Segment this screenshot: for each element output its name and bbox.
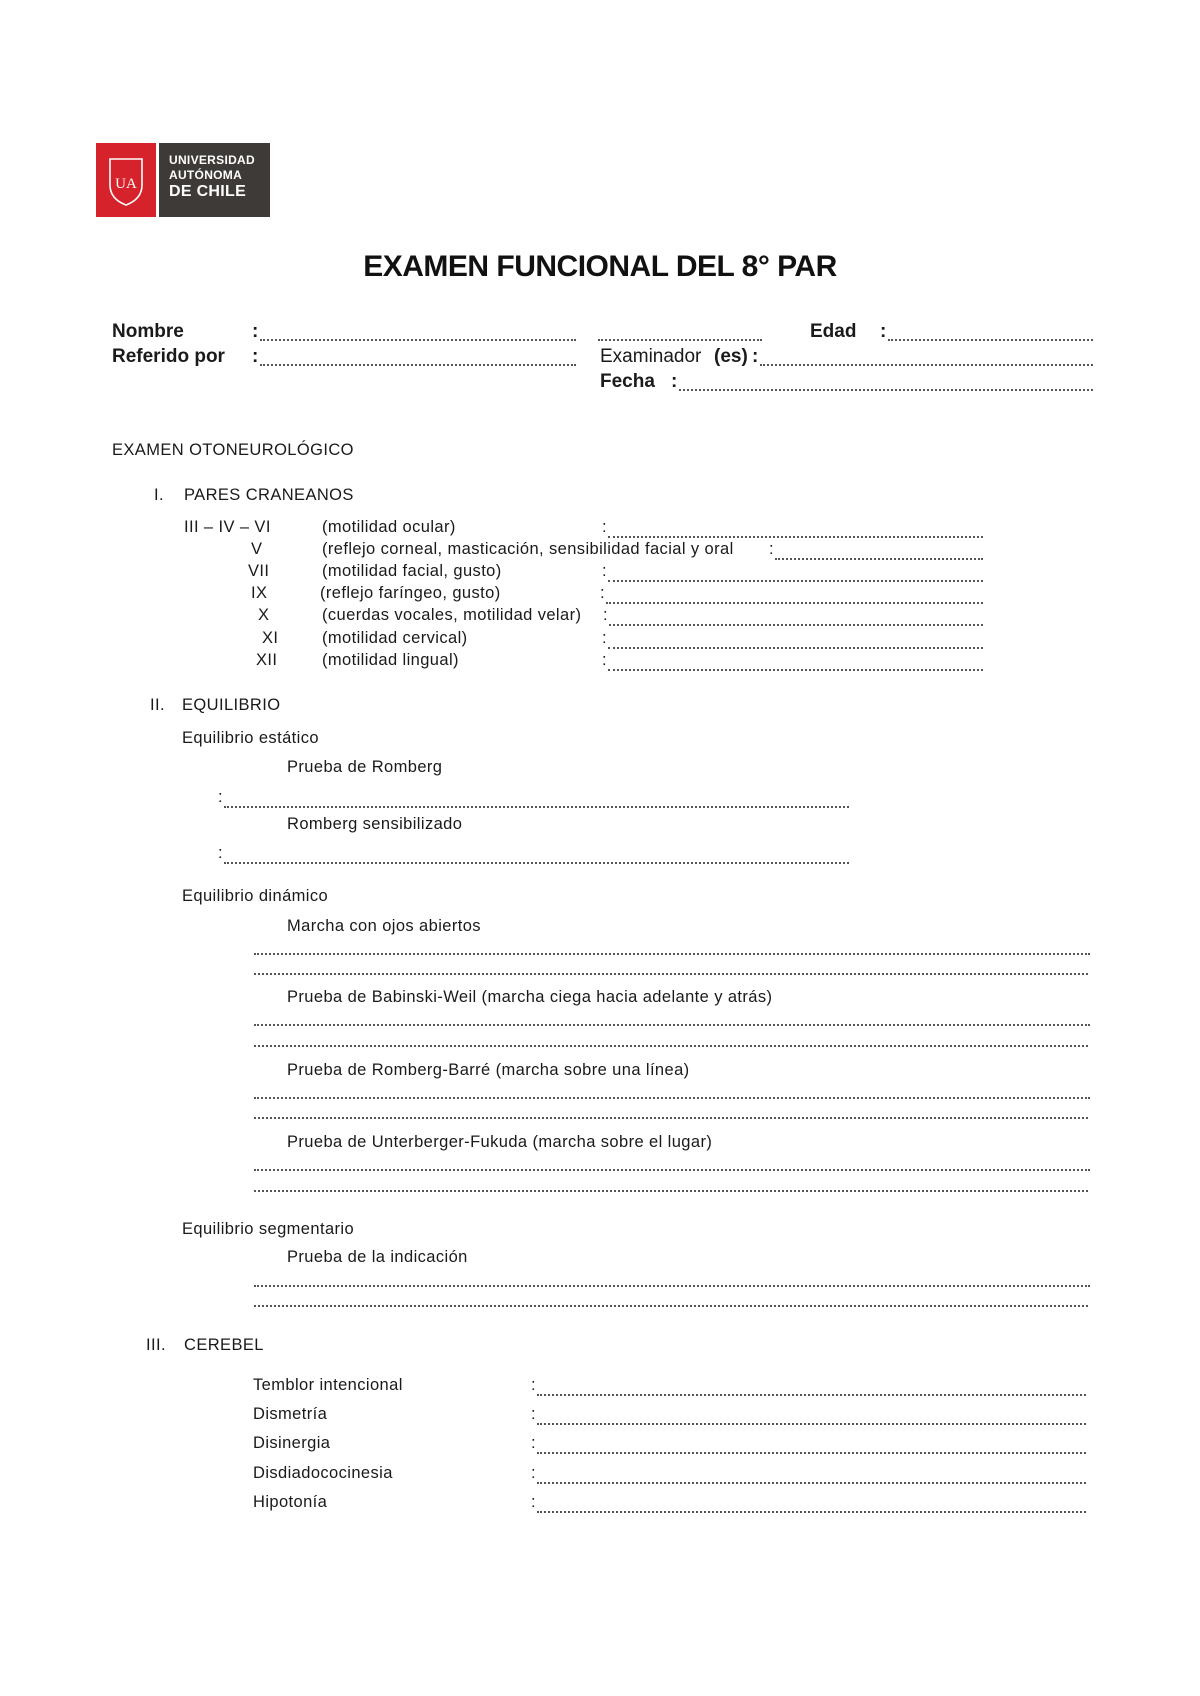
babinski-field-line-1[interactable] xyxy=(254,1024,1090,1026)
unterberger-label: Prueba de Unterberger-Fukuda (marcha sobre el lugar) xyxy=(287,1133,713,1151)
nombre-label: Nombre xyxy=(112,321,184,342)
logo-line-1: UNIVERSIDAD xyxy=(169,153,255,167)
romberg-field[interactable] xyxy=(224,806,849,808)
cerebel-item-label: Hipotonía xyxy=(253,1493,328,1511)
cerebel-item-colon: : xyxy=(531,1493,536,1511)
cerebel-item-label: Dismetría xyxy=(253,1405,328,1423)
nerve-row-desc: (motilidad lingual) xyxy=(322,651,459,669)
nerve-row-colon: : xyxy=(603,606,608,624)
referido-field[interactable] xyxy=(260,364,576,366)
nerve-row-desc: (motilidad facial, gusto) xyxy=(322,562,502,580)
referido-label: Referido por xyxy=(112,346,225,367)
cerebel-item-colon: : xyxy=(531,1376,536,1394)
cerebel-item-field[interactable] xyxy=(537,1452,1086,1454)
romberg-barre-field-line-2[interactable] xyxy=(254,1117,1088,1119)
cerebel-heading: CEREBEL xyxy=(184,1336,264,1354)
fecha-field[interactable] xyxy=(679,389,1093,391)
nerve-row-field[interactable] xyxy=(609,624,983,626)
nombre-field[interactable] xyxy=(260,339,576,341)
nerve-row-desc: (reflejo faríngeo, gusto) xyxy=(320,584,501,602)
cerebel-item-colon: : xyxy=(531,1405,536,1423)
cerebel-item-label: Disdiadococinesia xyxy=(253,1464,393,1482)
edad-label: Edad xyxy=(810,321,857,342)
cerebel-item-field[interactable] xyxy=(537,1394,1086,1396)
equilibrio-heading: EQUILIBRIO xyxy=(182,696,281,714)
romberg-sens-label: Romberg sensibilizado xyxy=(287,815,463,833)
nerve-row-label: X xyxy=(258,606,270,624)
nerve-row-field[interactable] xyxy=(606,602,983,604)
referido-colon: : xyxy=(252,346,259,367)
cerebel-item-colon: : xyxy=(531,1464,536,1482)
nerve-row-desc: (reflejo corneal, masticación, sensibilidad facial y oral xyxy=(322,540,734,558)
indicacion-field-line-1[interactable] xyxy=(254,1285,1090,1287)
fecha-colon: : xyxy=(671,371,678,392)
shield-icon xyxy=(96,143,156,217)
nerve-row-desc: (motilidad cervical) xyxy=(322,629,468,647)
babinski-field-line-2[interactable] xyxy=(254,1045,1088,1047)
section-title: EXAMEN OTONEUROLÓGICO xyxy=(112,441,354,459)
edad-colon: : xyxy=(880,321,887,342)
cerebel-item-field[interactable] xyxy=(537,1482,1086,1484)
university-logo xyxy=(96,143,270,217)
nerve-row-colon: : xyxy=(600,584,605,602)
examinador-field[interactable] xyxy=(760,364,1093,366)
marcha-field-line-1[interactable] xyxy=(254,953,1090,955)
cerebel-item-label: Temblor intencional xyxy=(253,1376,403,1394)
nerve-row-field[interactable] xyxy=(608,536,983,538)
cerebel-item-colon: : xyxy=(531,1434,536,1452)
nerve-row-colon: : xyxy=(602,651,607,669)
cerebel-item-field[interactable] xyxy=(537,1423,1086,1425)
babinski-label: Prueba de Babinski-Weil (marcha ciega hacia adelante y atrás) xyxy=(287,988,773,1006)
estatico-heading: Equilibrio estático xyxy=(182,729,319,747)
romberg-sens-field[interactable] xyxy=(224,862,849,864)
nerve-row-field[interactable] xyxy=(608,647,983,649)
romberg-sens-colon: : xyxy=(218,844,223,862)
nerve-row-label: III – IV – VI xyxy=(184,518,271,536)
dinamico-heading: Equilibrio dinámico xyxy=(182,887,329,905)
examinador-suffix: (es) xyxy=(714,346,748,367)
unterberger-field-line-2[interactable] xyxy=(254,1190,1088,1192)
nerve-row-field[interactable] xyxy=(608,580,983,582)
nerve-row-field[interactable] xyxy=(608,669,983,671)
nerve-row-label: IX xyxy=(251,584,268,602)
romberg-barre-field-line-1[interactable] xyxy=(254,1097,1090,1099)
edad-field[interactable] xyxy=(888,339,1093,341)
equilibrio-numeral: II. xyxy=(150,696,165,714)
nerve-row-label: XI xyxy=(262,629,279,647)
nombre-colon: : xyxy=(252,321,259,342)
nerve-row-label: VII xyxy=(248,562,270,580)
pares-heading: PARES CRANEANOS xyxy=(184,486,354,504)
svg-text:UA: UA xyxy=(115,176,137,192)
pares-numeral: I. xyxy=(154,486,164,504)
romberg-barre-label: Prueba de Romberg-Barré (marcha sobre una línea) xyxy=(287,1061,690,1079)
nerve-row-desc: (cuerdas vocales, motilidad velar) xyxy=(322,606,582,624)
nerve-row-label: V xyxy=(251,540,263,558)
nombre-field-extra[interactable] xyxy=(598,339,762,341)
logo-emblem xyxy=(96,143,156,217)
examinador-label: Examinador xyxy=(600,346,702,367)
nerve-row-colon: : xyxy=(602,518,607,536)
logo-line-2: AUTÓNOMA xyxy=(169,168,243,182)
marcha-label: Marcha con ojos abiertos xyxy=(287,917,481,935)
cerebel-item-field[interactable] xyxy=(537,1511,1086,1513)
cerebel-numeral: III. xyxy=(146,1336,166,1354)
examinador-colon: : xyxy=(752,346,759,367)
nerve-row-colon: : xyxy=(602,562,607,580)
nerve-row-desc: (motilidad ocular) xyxy=(322,518,456,536)
marcha-field-line-2[interactable] xyxy=(254,973,1088,975)
fecha-label: Fecha xyxy=(600,371,655,392)
cerebel-item-label: Disinergia xyxy=(253,1434,331,1452)
segmentario-heading: Equilibrio segmentario xyxy=(182,1220,355,1238)
nerve-row-colon: : xyxy=(769,540,774,558)
unterberger-field-line-1[interactable] xyxy=(254,1169,1090,1171)
indicacion-label: Prueba de la indicación xyxy=(287,1248,468,1266)
romberg-colon: : xyxy=(218,788,223,806)
logo-wordmark xyxy=(159,143,270,217)
indicacion-field-line-2[interactable] xyxy=(254,1305,1088,1307)
page-title: EXAMEN FUNCIONAL DEL 8° PAR xyxy=(363,250,837,283)
nerve-row-colon: : xyxy=(602,629,607,647)
nerve-row-field[interactable] xyxy=(775,558,983,560)
logo-line-3: DE CHILE xyxy=(169,183,247,200)
romberg-label: Prueba de Romberg xyxy=(287,758,443,776)
nerve-row-label: XII xyxy=(256,651,278,669)
